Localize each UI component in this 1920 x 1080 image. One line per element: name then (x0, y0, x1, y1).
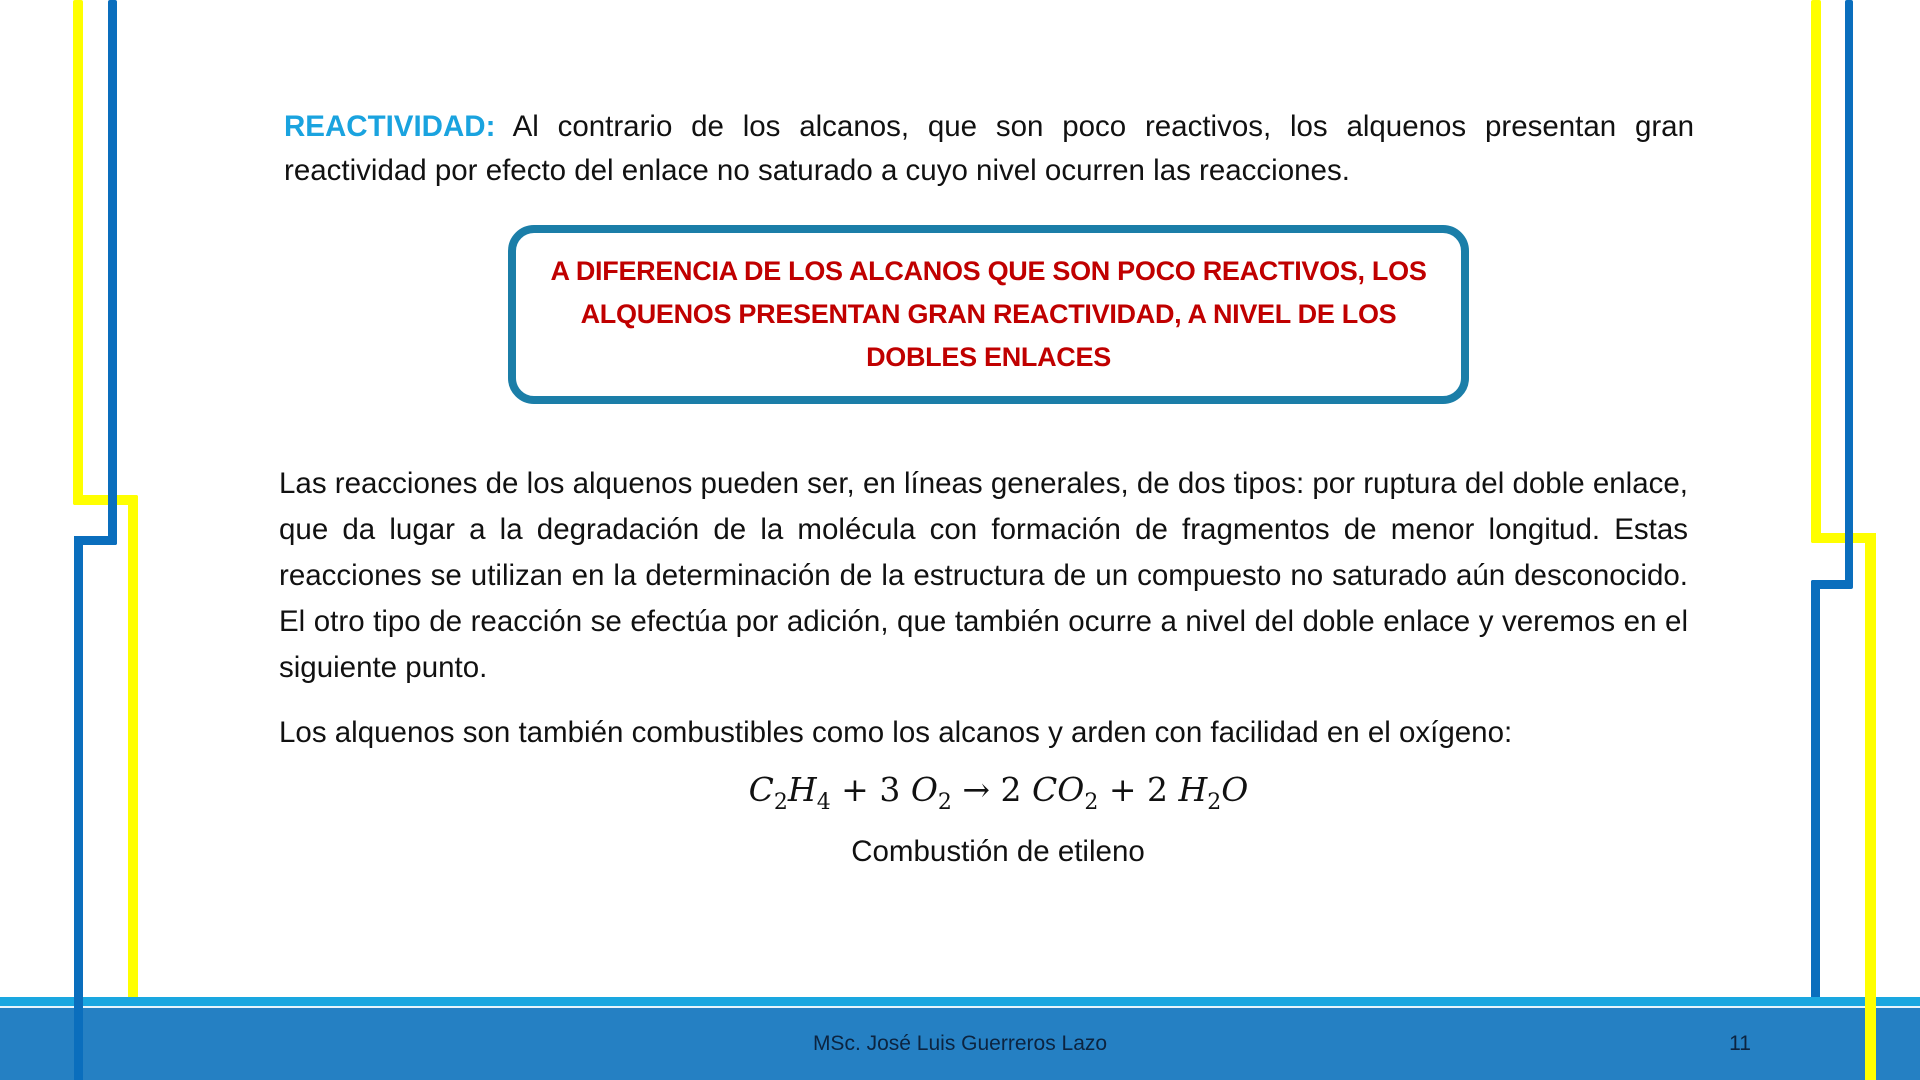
reactions-paragraph: Las reacciones de los alquenos pueden ser, en líneas generales, de dos tipos: por ruptura del doble enlace, que da lugar a la degradación de la molécula con formación de fragmentos de menor longitud. Estas reacciones se utilizan en la determinación de la estructura de un compuesto no saturado aún desconocido. El otro tipo de reacción se efectúa por adición, que también ocurre a nivel del doble enlace y veremos en el siguiente punto. (279, 467, 1688, 684)
eq-arrow: → (951, 770, 1001, 809)
eq-oxygen: O (1221, 770, 1249, 809)
eq-carbon: C (748, 770, 774, 809)
combustion-equation (0, 770, 1920, 815)
equation-caption: Combustión de etileno (851, 835, 1145, 868)
page-number: 11 (1729, 1032, 1751, 1055)
left-blue-line-upper (108, 0, 117, 545)
eq-sub: 2 (1207, 790, 1222, 815)
right-yellow-line-upper (1811, 0, 1821, 543)
left-yellow-line-upper (73, 0, 83, 505)
footer-author: MSc. José Luis Guerreros Lazo (812, 1032, 1108, 1055)
reactivity-paragraph (284, 105, 1694, 193)
footer-accent-band (0, 997, 1920, 1006)
eq-sub: 2 (1084, 790, 1099, 815)
eq-coef: 3 (879, 770, 911, 809)
eq-sub: 2 (773, 790, 788, 815)
eq-sub: 2 (937, 790, 952, 815)
eq-plus: + (1098, 770, 1147, 809)
eq-plus: + (830, 770, 880, 809)
eq-coef: 2 (1000, 770, 1033, 809)
callout-text: A DIFERENCIA DE LOS ALCANOS QUE SON POCO REACTIVOS, LOS ALQUENOS PRESENTAN GRAN REACTIVIDAD, A NIVEL DE LOS DOBLES ENLACES (550, 256, 1427, 372)
reactivity-text: Al contrario de los alcanos, que son poco reactivos, los alquenos presentan gran reactividad por efecto del enlace no saturado a cuyo nivel ocurren las reacciones. (284, 110, 1694, 187)
reactivity-keyword: REACTIVIDAD: (284, 110, 496, 143)
combustion-intro: Los alquenos son también combustibles como los alcanos y arden con facilidad en el oxígeno: (279, 716, 1513, 749)
eq-hydrogen: H (1178, 770, 1208, 809)
right-blue-line-upper (1845, 0, 1853, 588)
eq-hydrogen: H (787, 770, 817, 809)
callout-box (508, 225, 1469, 404)
left-yellow-line-lower (128, 495, 138, 1002)
eq-coef: 2 (1146, 770, 1179, 809)
eq-co: CO (1032, 770, 1085, 809)
eq-sub: 4 (816, 790, 831, 815)
eq-oxygen: O (910, 770, 938, 809)
